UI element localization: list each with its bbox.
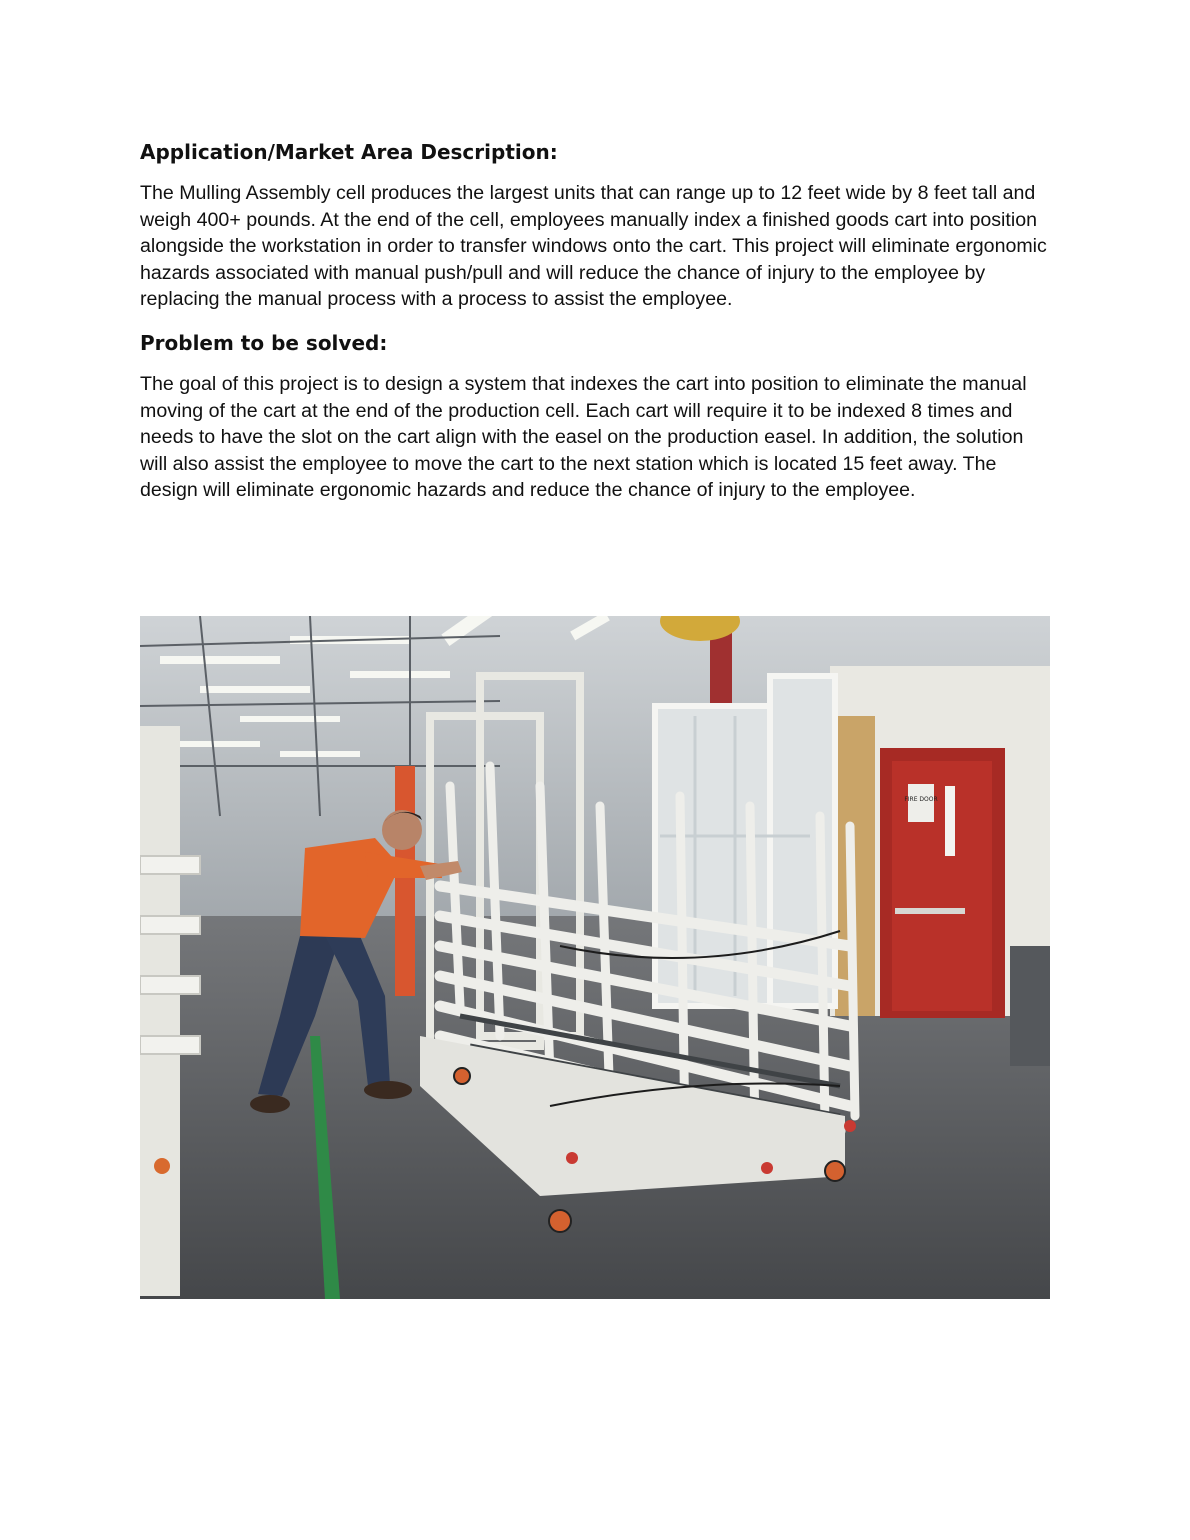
section-problem xyxy=(140,329,1050,504)
section-heading: Application/Market Area Description: xyxy=(140,140,558,164)
factory-cart-photo xyxy=(140,616,1050,1299)
section-application xyxy=(140,138,1050,313)
section-body: The goal of this project is to design a system that indexes the cart into position to eliminate the manual moving of the cart at the end of the production cell. Each cart will require it to be indexed 8 times and needs to have the slot on the cart align with the easel on the production easel. In addition, the solution will also assist the employee to move the cart to the next station which is located 15 feet away. The design will eliminate ergonomic hazards and reduce the chance of injury to the employee. xyxy=(140,372,1027,502)
door-sign-text: FIRE DOOR xyxy=(904,796,938,803)
section-body: The Mulling Assembly cell produces the largest units that can range up to 12 feet wide by 8 feet tall and weigh 400+ pounds. At the end of the cell, employees manually index a finished goods cart into position alongside the workstation in order to transfer windows onto the cart. This project will eliminate ergonomic hazards associated with manual push/pull and will reduce the chance of injury to the employee by replacing the manual process with a process to assist the employee. xyxy=(140,182,1047,311)
section-heading: Problem to be solved: xyxy=(140,330,388,355)
document-page xyxy=(140,138,1050,520)
